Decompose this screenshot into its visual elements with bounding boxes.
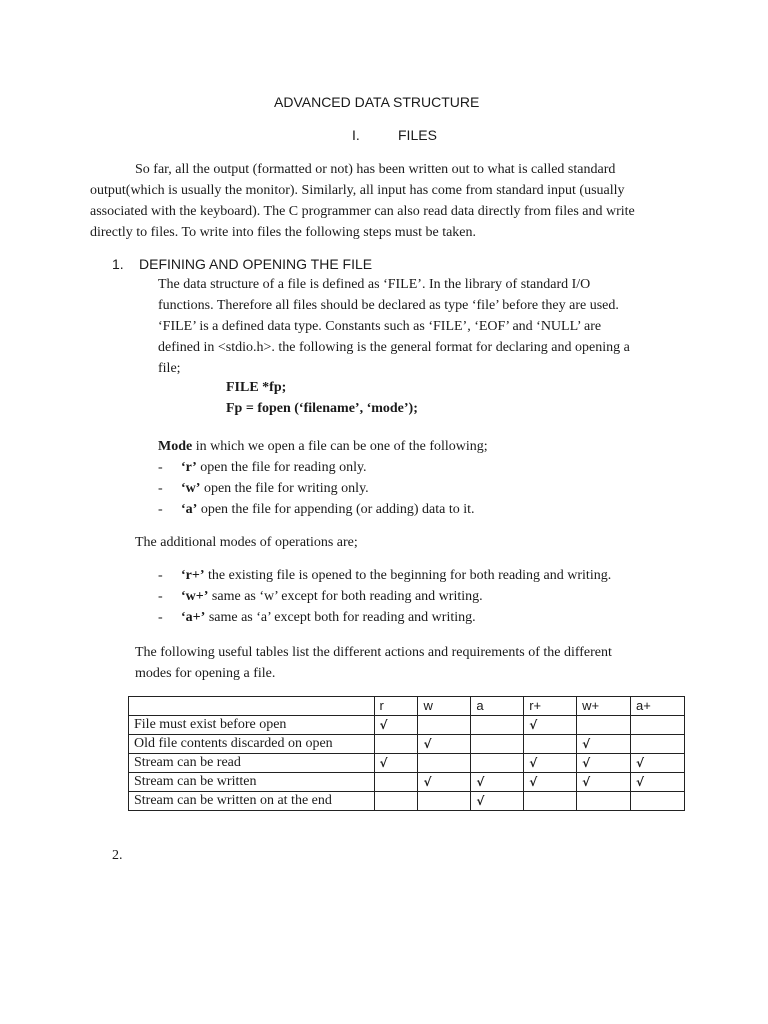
table-cell xyxy=(471,754,524,773)
intro-line: output(which is usually the monitor). Similarly, all input has come from standard input (usually xyxy=(90,183,625,198)
table-cell: √ xyxy=(374,716,418,735)
table-row xyxy=(129,773,685,792)
mode-text: open the file for appending (or adding) data to it. xyxy=(197,502,475,517)
table-header-cell: r xyxy=(374,697,418,716)
table-row-label: Stream can be written xyxy=(129,773,375,792)
table-header-cell: r+ xyxy=(524,697,577,716)
mode-key: ‘w+’ xyxy=(181,589,209,604)
table-row-label: Stream can be read xyxy=(129,754,375,773)
bullet: - xyxy=(158,481,163,496)
code-block xyxy=(226,377,418,419)
mode-key: ‘r’ xyxy=(181,460,197,475)
bullet: - xyxy=(158,589,163,604)
document-title: ADVANCED DATA STRUCTURE xyxy=(274,94,480,110)
table-cell xyxy=(418,792,471,811)
section-number: I. xyxy=(352,127,360,143)
table-cell xyxy=(631,735,685,754)
bullet: - xyxy=(158,502,163,517)
additional-mode-item xyxy=(158,610,476,626)
file-modes-table xyxy=(128,696,685,811)
mode-text: open the file for writing only. xyxy=(200,481,369,496)
table-row-label: File must exist before open xyxy=(129,716,375,735)
table-cell xyxy=(577,792,631,811)
table-row xyxy=(129,754,685,773)
body-line: file; xyxy=(158,361,181,376)
section-title: FILES xyxy=(398,127,437,143)
intro-paragraph xyxy=(90,159,635,243)
table-header-row xyxy=(129,697,685,716)
table-cell: √ xyxy=(631,773,685,792)
table-cell: √ xyxy=(374,754,418,773)
table-cell xyxy=(374,773,418,792)
table-cell: √ xyxy=(577,754,631,773)
table-cell xyxy=(577,716,631,735)
table-header-cell: w+ xyxy=(577,697,631,716)
table-header-cell: a xyxy=(471,697,524,716)
modes-intro-bold: Mode xyxy=(158,439,193,454)
table-cell: √ xyxy=(418,735,471,754)
mode-item xyxy=(158,481,369,497)
table-cell: √ xyxy=(631,754,685,773)
table-row xyxy=(129,716,685,735)
body-line: ‘FILE’ is a defined data type. Constants such as ‘FILE’, ‘EOF’ and ‘NULL’ are xyxy=(158,319,602,334)
table-cell xyxy=(631,716,685,735)
table-cell xyxy=(524,792,577,811)
additional-mode-item xyxy=(158,589,483,605)
table-header-cell: a+ xyxy=(631,697,685,716)
table-row xyxy=(129,792,685,811)
table-row-label: Stream can be written on at the end xyxy=(129,792,375,811)
table-cell xyxy=(524,735,577,754)
bullet: - xyxy=(158,568,163,583)
body-line: defined in <stdio.h>. the following is the general format for declaring and opening a xyxy=(158,340,630,355)
table-row xyxy=(129,735,685,754)
mode-text: same as ‘a’ except both for reading and writing. xyxy=(205,610,476,625)
table-row-label: Old file contents discarded on open xyxy=(129,735,375,754)
mode-text: same as ‘w’ except for both reading and writing. xyxy=(208,589,483,604)
mode-item xyxy=(158,502,475,518)
table-cell: √ xyxy=(524,754,577,773)
mode-key: ‘w’ xyxy=(181,481,201,496)
table-cell xyxy=(374,792,418,811)
table-cell: √ xyxy=(524,716,577,735)
table-cell xyxy=(471,735,524,754)
table-cell: √ xyxy=(577,773,631,792)
table-cell xyxy=(471,716,524,735)
code-line: Fp = fopen (‘filename’, ‘mode’); xyxy=(226,401,418,416)
table-cell xyxy=(418,716,471,735)
table-header-cell xyxy=(129,697,375,716)
item-1-body xyxy=(158,274,630,379)
table-cell: √ xyxy=(471,773,524,792)
table-cell: √ xyxy=(471,792,524,811)
mode-item xyxy=(158,460,367,476)
table-cell xyxy=(374,735,418,754)
table-cell xyxy=(631,792,685,811)
intro-line: So far, all the output (formatted or not) has been written out to what is called standard xyxy=(135,162,616,177)
modes-intro xyxy=(158,439,488,455)
body-line: functions. Therefore all files should be declared as type ‘file’ before they are used. xyxy=(158,298,619,313)
table-header-cell: w xyxy=(418,697,471,716)
item-1-heading: DEFINING AND OPENING THE FILE xyxy=(139,256,373,272)
mode-key: ‘a’ xyxy=(181,502,198,517)
mode-key: ‘r+’ xyxy=(181,568,205,583)
additional-modes-intro: The additional modes of operations are; xyxy=(135,535,358,550)
bullet: - xyxy=(158,460,163,475)
table-cell: √ xyxy=(418,773,471,792)
intro-line: associated with the keyboard). The C programmer can also read data directly from files and write xyxy=(90,204,635,219)
table-cell: √ xyxy=(577,735,631,754)
table-intro xyxy=(135,642,612,684)
item-1-number: 1. xyxy=(112,256,124,272)
code-line: FILE *fp; xyxy=(226,380,287,395)
table-cell xyxy=(418,754,471,773)
modes-intro-text: in which we open a file can be one of the following; xyxy=(192,439,488,454)
table-intro-line: The following useful tables list the different actions and requirements of the different xyxy=(135,645,612,660)
mode-key: ‘a+’ xyxy=(181,610,206,625)
additional-mode-item xyxy=(158,568,612,584)
mode-text: open the file for reading only. xyxy=(196,460,367,475)
mode-text: the existing file is opened to the beginning for both reading and writing. xyxy=(204,568,612,583)
item-2-number: 2. xyxy=(112,848,123,863)
intro-line: directly to files. To write into files the following steps must be taken. xyxy=(90,225,477,240)
body-line: The data structure of a file is defined as ‘FILE’. In the library of standard I/O xyxy=(158,277,591,292)
table-intro-line: modes for opening a file. xyxy=(135,666,276,681)
table-cell: √ xyxy=(524,773,577,792)
bullet: - xyxy=(158,610,163,625)
